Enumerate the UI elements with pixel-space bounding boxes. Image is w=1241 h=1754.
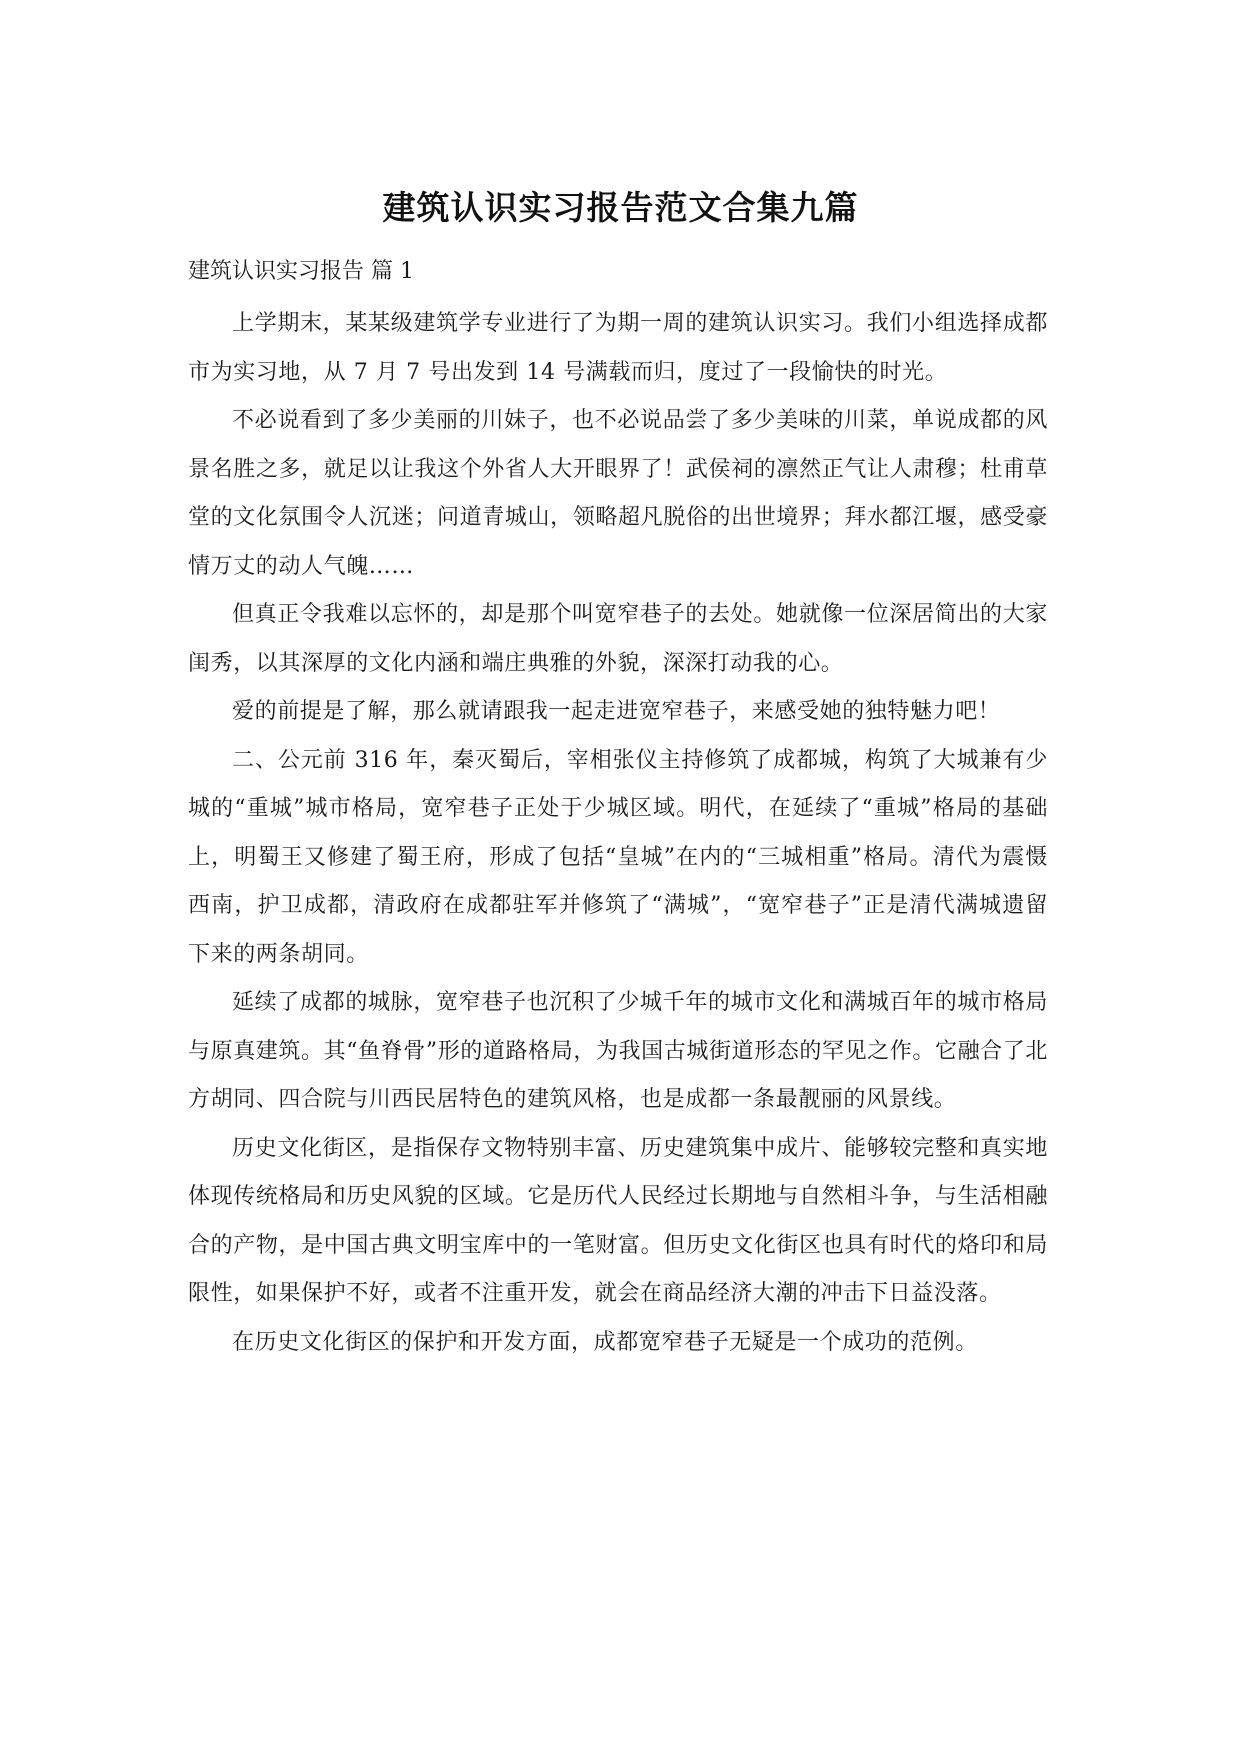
section-heading: 建筑认识实习报告 篇 1 [188,259,414,284]
paragraph: 爱的前提是了解，那么就请跟我一起走进宽窄巷子，来感受她的独特魅力吧！ [232,699,1001,724]
paragraph: 在历史文化街区的保护和开发方面，成都宽窄巷子无疑是一个成功的范例。 [232,1329,978,1355]
document-title: 建筑认识实习报告范文合集九篇 [382,188,859,227]
paragraph: 上学期末，某某级建筑学专业进行了为期一周的建筑认识实习。我们小组选择成都市为实习地，从 7 月 7 号出发到 14 号满载而归，度过了一段愉快的时光。 [188,311,1048,385]
paragraph: 二、公元前 316 年，秦灭蜀后，宰相张仪主持修筑了成都城，构筑了大城兼有少城的“重城”城市格局，宽窄巷子正处于少城区域。明代，在延续了“重城”格局的基础上，明蜀王又修建了蜀王府，形成了包括“皇城”在内的“三城相重”格局。清代为震慑西南，护卫成都，清政府在成都驻军并修筑了“满城”，“宽窄巷子”正是清代满城遗留下来的两条胡同。 [188,747,1048,967]
paragraph: 历史文化街区，是指保存文物特别丰富、历史建筑集中成片、能够较完整和真实地体现传统格局和历史风貌的区域。它是历代人民经过长期地与自然相斗争，与生活相融合的产物，是中国古典文明宝库中的一笔财富。但历史文化街区也具有时代的烙印和局限性，如果保护不好，或者不注重开发，就会在商品经济大潮的冲击下日益没落。 [188,1135,1048,1306]
paragraph: 但真正令我难以忘怀的，却是那个叫宽窄巷子的去处。她就像一位深居简出的大家闺秀，以其深厚的文化内涵和端庄典雅的外貌，深深打动我的心。 [188,602,1048,676]
paragraph: 延续了成都的城脉，宽窄巷子也沉积了少城千年的城市文化和满城百年的城市格局与原真建筑。其“鱼脊骨”形的道路格局，为我国古城街道形态的罕见之作。它融合了北方胡同、四合院与川西民居特色的建筑风格，也是成都一条最靓丽的风景线。 [188,990,1048,1112]
document-body [188,300,1048,1367]
paragraph: 不必说看到了多少美丽的川妹子，也不必说品尝了多少美味的川菜，单说成都的风景名胜之多，就足以让我这个外省人大开眼界了！武侯祠的凛然正气让人肃穆；杜甫草堂的文化氛围令人沉迷；问道青城山，领略超凡脱俗的出世境界；拜水都江堰，感受豪情万丈的动人气魄…… [188,408,1048,579]
